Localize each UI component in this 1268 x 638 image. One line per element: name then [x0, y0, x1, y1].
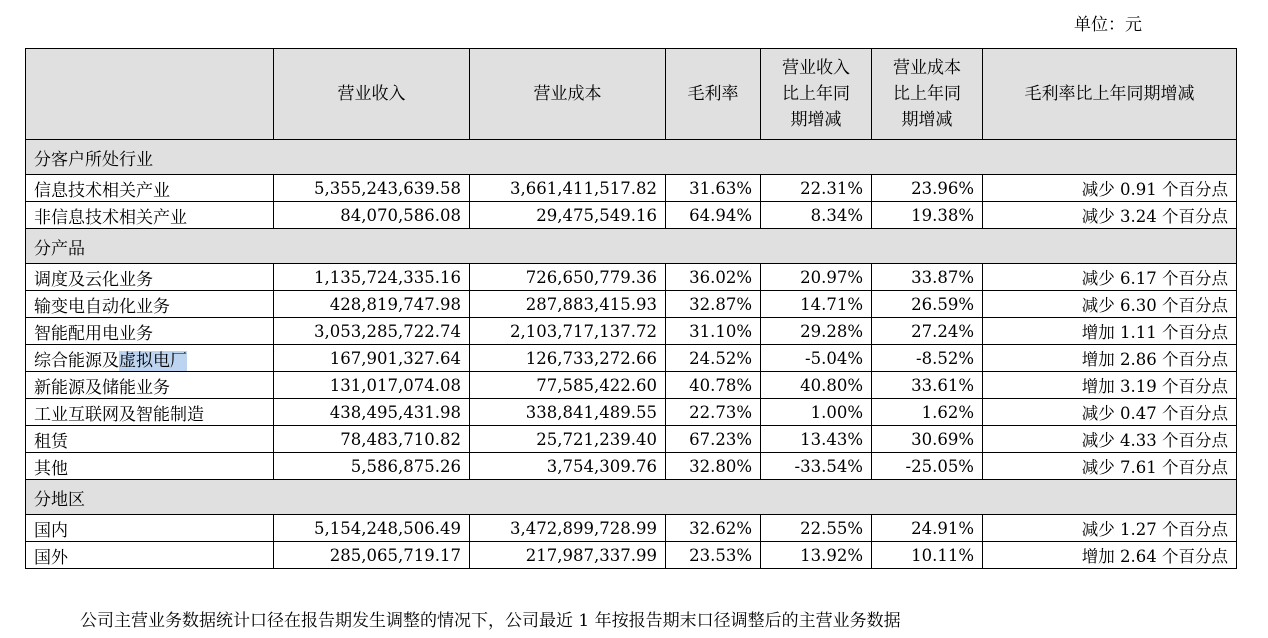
cell-revenue: 428,819,747.98 [274, 291, 470, 318]
cell-margin-change: 减少 0.47 个百分点 [983, 399, 1237, 426]
cell-revenue: 5,154,248,506.49 [274, 515, 470, 542]
section-row [26, 480, 1237, 515]
cell-revenue: 5,355,243,639.58 [274, 175, 470, 202]
cell-margin: 31.10% [666, 318, 761, 345]
table-row [26, 291, 1237, 318]
cell-cost: 3,754,309.76 [470, 453, 666, 480]
table-row [26, 345, 1237, 372]
cell-rev-change: 22.31% [761, 175, 872, 202]
cell-margin: 31.63% [666, 175, 761, 202]
header-row [26, 49, 1237, 140]
cell-cost-change: -8.52% [872, 345, 983, 372]
cell-rev-change: 20.97% [761, 264, 872, 291]
cell-margin: 24.52% [666, 345, 761, 372]
cell-rev-change: 1.00% [761, 399, 872, 426]
header-revenue: 营业收入 [274, 49, 470, 140]
cell-margin: 22.73% [666, 399, 761, 426]
table-row [26, 542, 1237, 569]
cell-revenue: 84,070,586.08 [274, 202, 470, 229]
cell-name: 智能配用电业务 [26, 318, 274, 345]
cell-cost-change: 23.96% [872, 175, 983, 202]
cell-cost-change: -25.05% [872, 453, 983, 480]
table-row [26, 515, 1237, 542]
header-rev-change: 营业收入 比上年同 期增减 [761, 49, 872, 140]
cell-cost-change: 33.87% [872, 264, 983, 291]
cell-cost-change: 10.11% [872, 542, 983, 569]
cell-name: 非信息技术相关产业 [26, 202, 274, 229]
cell-name: 国内 [26, 515, 274, 542]
cell-revenue: 3,053,285,722.74 [274, 318, 470, 345]
cell-margin: 32.80% [666, 453, 761, 480]
section-row [26, 229, 1237, 264]
cell-revenue: 438,495,431.98 [274, 399, 470, 426]
unit-label: 单位：元 [1074, 15, 1142, 35]
cell-margin: 40.78% [666, 372, 761, 399]
table-row [26, 426, 1237, 453]
cell-cost-change: 33.61% [872, 372, 983, 399]
cell-rev-change: 8.34% [761, 202, 872, 229]
section-row [26, 140, 1237, 175]
cell-margin-change: 减少 0.91 个百分点 [983, 175, 1237, 202]
cell-cost: 77,585,422.60 [470, 372, 666, 399]
table-row [26, 453, 1237, 480]
header-blank [26, 49, 274, 140]
cell-margin-change: 减少 6.30 个百分点 [983, 291, 1237, 318]
cell-cost-change: 26.59% [872, 291, 983, 318]
table-row [26, 264, 1237, 291]
cell-cost-change: 27.24% [872, 318, 983, 345]
cell-margin: 64.94% [666, 202, 761, 229]
cell-margin-change: 减少 7.61 个百分点 [983, 453, 1237, 480]
cell-cost-change: 30.69% [872, 426, 983, 453]
cell-margin: 23.53% [666, 542, 761, 569]
section-title: 分地区 [26, 480, 1237, 515]
cell-cost: 3,661,411,517.82 [470, 175, 666, 202]
cell-name: 国外 [26, 542, 274, 569]
section-title: 分客户所处行业 [26, 140, 1237, 175]
cell-revenue: 5,586,875.26 [274, 453, 470, 480]
cell-margin-change: 增加 1.11 个百分点 [983, 318, 1237, 345]
cell-revenue: 167,901,327.64 [274, 345, 470, 372]
section-title: 分产品 [26, 229, 1237, 264]
cell-rev-change: 40.80% [761, 372, 872, 399]
cell-rev-change: 22.55% [761, 515, 872, 542]
cell-rev-change: 29.28% [761, 318, 872, 345]
cell-name: 租赁 [26, 426, 274, 453]
business-table [25, 48, 1237, 569]
table-row [26, 399, 1237, 426]
cell-name: 信息技术相关产业 [26, 175, 274, 202]
cell-cost: 126,733,272.66 [470, 345, 666, 372]
cell-cost-change: 19.38% [872, 202, 983, 229]
cell-name: 调度及云化业务 [26, 264, 274, 291]
cell-margin-change: 增加 3.19 个百分点 [983, 372, 1237, 399]
cell-margin: 36.02% [666, 264, 761, 291]
cell-cost-change: 1.62% [872, 399, 983, 426]
footnote: 公司主营业务数据统计口径在报告期发生调整的情况下，公司最近 1 年按报告期末口径调整后的主营业务数据 [80, 611, 901, 631]
cell-revenue: 1,135,724,335.16 [274, 264, 470, 291]
cell-margin-change: 减少 3.24 个百分点 [983, 202, 1237, 229]
cell-rev-change: 13.92% [761, 542, 872, 569]
cell-name: 工业互联网及智能制造 [26, 399, 274, 426]
cell-margin: 32.62% [666, 515, 761, 542]
cell-cost: 287,883,415.93 [470, 291, 666, 318]
cell-cost: 217,987,337.99 [470, 542, 666, 569]
cell-cost: 338,841,489.55 [470, 399, 666, 426]
cell-name: 新能源及储能业务 [26, 372, 274, 399]
table-row [26, 318, 1237, 345]
table-row [26, 202, 1237, 229]
header-margin: 毛利率 [666, 49, 761, 140]
cell-name: 输变电自动化业务 [26, 291, 274, 318]
cell-rev-change: -33.54% [761, 453, 872, 480]
cell-revenue: 285,065,719.17 [274, 542, 470, 569]
cell-margin-change: 减少 1.27 个百分点 [983, 515, 1237, 542]
cell-margin-change: 减少 4.33 个百分点 [983, 426, 1237, 453]
header-margin-change: 毛利率比上年同期增减 [983, 49, 1237, 140]
cell-margin: 67.23% [666, 426, 761, 453]
header-cost: 营业成本 [470, 49, 666, 140]
cell-margin-change: 增加 2.86 个百分点 [983, 345, 1237, 372]
cell-rev-change: 14.71% [761, 291, 872, 318]
cell-rev-change: -5.04% [761, 345, 872, 372]
cell-margin-change: 减少 6.17 个百分点 [983, 264, 1237, 291]
text-selection-highlight: 虚拟电厂 [119, 350, 187, 371]
cell-cost: 29,475,549.16 [470, 202, 666, 229]
table-row [26, 175, 1237, 202]
cell-name: 综合能源及虚拟电厂 [26, 345, 274, 372]
cell-cost: 2,103,717,137.72 [470, 318, 666, 345]
cell-revenue: 131,017,074.08 [274, 372, 470, 399]
table-row [26, 372, 1237, 399]
cell-cost: 726,650,779.36 [470, 264, 666, 291]
cell-cost: 3,472,899,728.99 [470, 515, 666, 542]
cell-revenue: 78,483,710.82 [274, 426, 470, 453]
cell-cost: 25,721,239.40 [470, 426, 666, 453]
cell-cost-change: 24.91% [872, 515, 983, 542]
cell-margin-change: 增加 2.64 个百分点 [983, 542, 1237, 569]
cell-margin: 32.87% [666, 291, 761, 318]
cell-name: 其他 [26, 453, 274, 480]
cell-rev-change: 13.43% [761, 426, 872, 453]
header-cost-change: 营业成本 比上年同 期增减 [872, 49, 983, 140]
